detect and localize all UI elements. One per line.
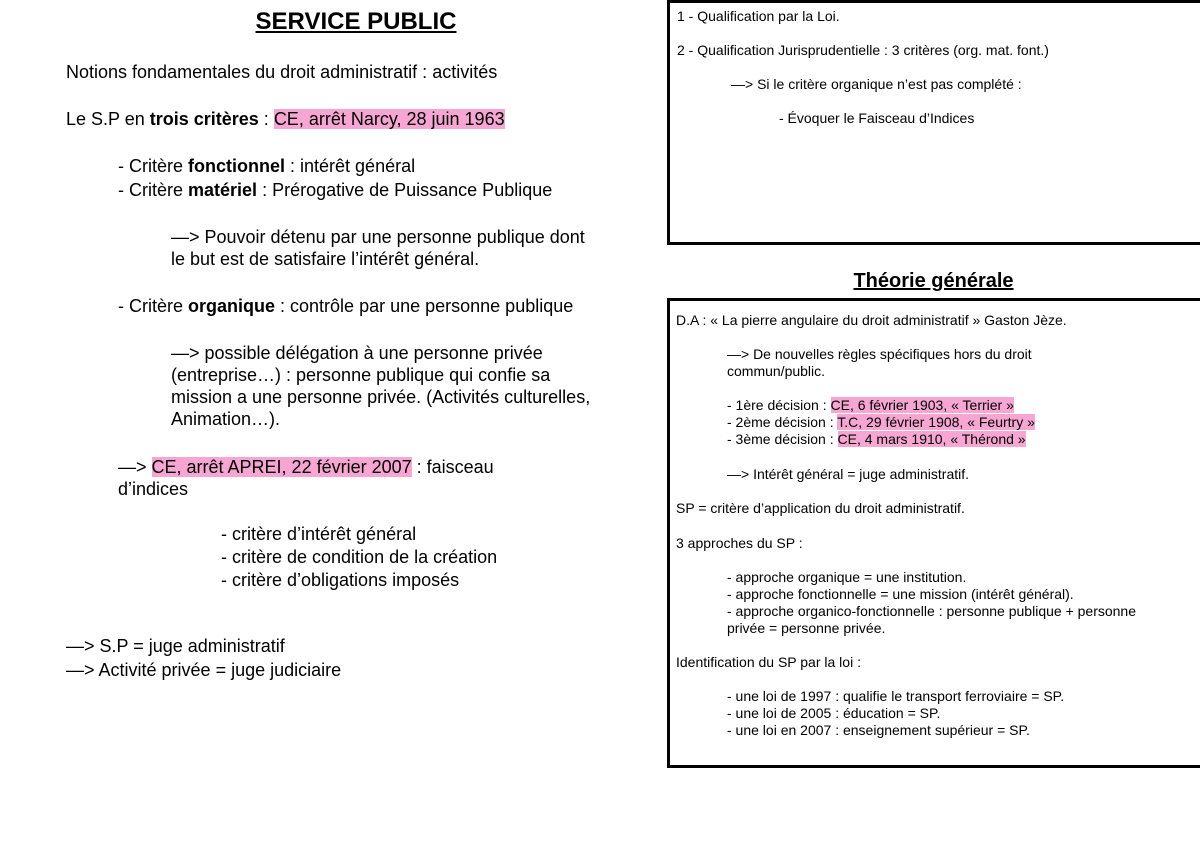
indice-item: - critère d’intérêt général	[221, 524, 417, 544]
qualification-juris: 2 - Qualification Jurisprudentielle : 3 critères (org. mat. font.)	[677, 42, 1049, 58]
terrier-highlight: CE, 6 février 1903, « Terrier »	[830, 397, 1014, 413]
critere-organique	[118, 295, 573, 317]
pouvoir-line-2: le but est de satisfaire l’intérêt général.	[171, 249, 480, 269]
organique-prefix: - Critère	[118, 296, 189, 316]
aprei-line-2: d’indices	[118, 479, 189, 499]
theorie-title: Théorie générale	[853, 270, 1014, 292]
nouvelles-line-2: commun/public.	[727, 363, 826, 379]
intro-line: Notions fondamentales du droit administratif : activités	[66, 62, 498, 82]
decision-2	[727, 414, 1035, 431]
aprei-rest: : faisceau	[411, 457, 494, 477]
decision-prefix: - 3ème décision :	[727, 431, 838, 447]
theorie-box	[667, 298, 1200, 768]
faisceau-note: - Évoquer le Faisceau d’Indices	[779, 110, 975, 126]
critere-materiel	[118, 179, 552, 201]
organique-rest: : contrôle par une personne publique	[275, 296, 574, 316]
criteria-sep: :	[258, 109, 274, 129]
da-quote: D.A : « La pierre angulaire du droit administratif » Gaston Jèze.	[676, 312, 1067, 328]
approches-title: 3 approches du SP :	[676, 535, 803, 551]
fonctionnel-rest: : intérêt général	[285, 156, 416, 176]
materiel-rest: : Prérogative de Puissance Publique	[257, 180, 553, 200]
organique-bold: organique	[188, 296, 276, 316]
aprei-prefix: —>	[118, 457, 152, 477]
approche-item: - approche organique = une institution.	[727, 569, 967, 585]
criteria-line	[66, 108, 505, 130]
page-title: SERVICE PUBLIC	[255, 8, 457, 35]
interet-general-line: —> Intérêt général = juge administratif.	[727, 466, 970, 482]
feurtry-highlight: T.C, 29 février 1908, « Feurtry »	[837, 414, 1035, 430]
fonctionnel-prefix: - Critère	[118, 156, 189, 176]
critere-fonctionnel	[118, 155, 415, 177]
materiel-bold: matériel	[188, 180, 258, 200]
conclusion-privee: —> Activité privée = juge judiciaire	[66, 660, 342, 680]
qualification-box	[667, 0, 1200, 245]
loi-item: - une loi de 1997 : qualifie le transport ferroviaire = SP.	[727, 688, 1065, 704]
loi-item: - une loi en 2007 : enseignement supérieur = SP.	[727, 722, 1030, 738]
pouvoir-line-1: —> Pouvoir détenu par une personne publique dont	[171, 227, 585, 247]
approche-item: - approche organico-fonctionnelle : personne publique + personne	[727, 603, 1137, 619]
criteria-bold: trois critères	[149, 109, 259, 129]
conclusion-sp: —> S.P = juge administratif	[66, 636, 285, 656]
decision-1	[727, 397, 1014, 414]
critere-organique-note: —> Si le critère organique n’est pas complété :	[731, 76, 1022, 92]
delegation-line-3: mission a une personne privée. (Activités culturelles,	[171, 387, 591, 407]
identification-title: Identification du SP par la loi :	[676, 654, 861, 670]
indice-item: - critère d’obligations imposés	[221, 570, 460, 590]
approche-item: privée = personne privée.	[727, 620, 886, 636]
criteria-prefix: Le S.P en	[66, 109, 150, 129]
decision-3	[727, 431, 1026, 448]
fonctionnel-bold: fonctionnel	[188, 156, 286, 176]
qualification-loi: 1 - Qualification par la Loi.	[677, 8, 840, 24]
delegation-line-1: —> possible délégation à une personne privée	[171, 343, 543, 363]
loi-item: - une loi de 2005 : éducation = SP.	[727, 705, 941, 721]
materiel-prefix: - Critère	[118, 180, 189, 200]
decision-prefix: - 2ème décision :	[727, 414, 838, 430]
delegation-line-2: (entreprise…) : personne publique qui confie sa	[171, 365, 551, 385]
therond-highlight: CE, 4 mars 1910, « Thérond »	[837, 431, 1026, 447]
sp-critere-line: SP = critère d’application du droit administratif.	[676, 500, 965, 516]
aprei-line	[118, 456, 494, 478]
narcy-highlight: CE, arrêt Narcy, 28 juin 1963	[273, 109, 505, 129]
nouvelles-line-1: —> De nouvelles règles spécifiques hors du droit	[727, 346, 1032, 362]
aprei-highlight: CE, arrêt APREI, 22 février 2007	[151, 457, 412, 477]
approche-item: - approche fonctionnelle = une mission (intérêt général).	[727, 586, 1074, 602]
indice-item: - critère de condition de la création	[221, 547, 498, 567]
delegation-line-4: Animation…).	[171, 409, 281, 429]
decision-prefix: - 1ère décision :	[727, 397, 831, 413]
